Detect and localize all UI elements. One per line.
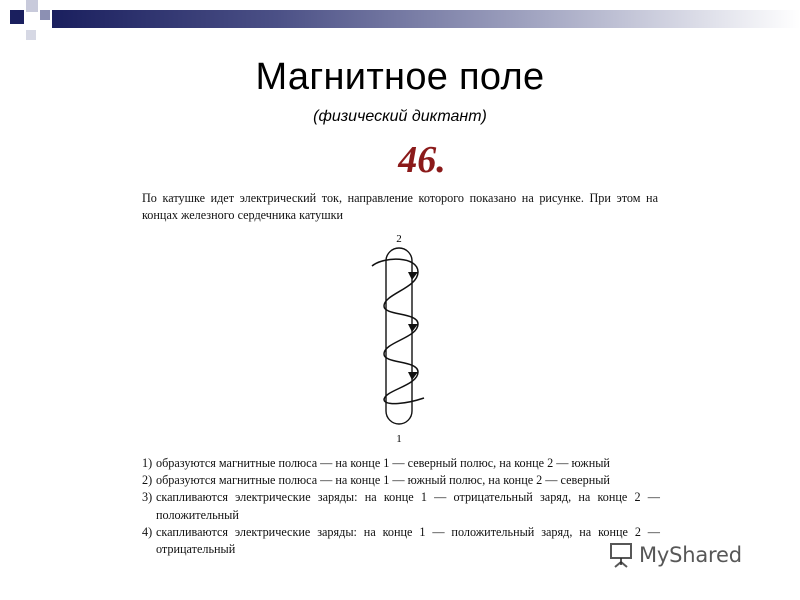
end-label-1: 1 bbox=[396, 433, 402, 445]
decor-square-light bbox=[26, 0, 38, 12]
slide-title: Магнитное поле bbox=[255, 56, 545, 98]
answer-option-1 bbox=[142, 455, 660, 472]
decor-square-dark bbox=[10, 10, 24, 24]
task-text: По катушке идет электрический ток, направление которого показано на рисунке. При этом на концах железного сердечника катушки bbox=[142, 191, 658, 222]
answer-text: скапливаются электрические заряды: на конце 1 — положительный заряд, на конце 2 — отрицательный bbox=[156, 524, 660, 557]
answer-text: скапливаются электрические заряды: на конце 1 — отрицательный заряд, на конце 2 — положительный bbox=[156, 490, 660, 522]
slide-subtitle: (физический диктант) bbox=[313, 108, 487, 125]
presentation-icon bbox=[608, 541, 634, 569]
answer-option-4 bbox=[142, 524, 660, 558]
answer-option-3 bbox=[142, 489, 660, 523]
title-bar-decoration bbox=[0, 0, 800, 40]
question-number: 46. bbox=[398, 139, 446, 181]
answer-text: образуются магнитные полюса — на конце 1 — северный полюс, на конце 2 — южный bbox=[156, 456, 610, 470]
decor-square-light-2 bbox=[26, 30, 36, 40]
watermark-text: MyShared bbox=[639, 543, 742, 567]
answer-number: 3) bbox=[142, 490, 153, 505]
end-label-2: 2 bbox=[396, 233, 402, 245]
answer-number: 4) bbox=[142, 524, 153, 539]
decor-square-mid bbox=[40, 10, 50, 20]
answer-number: 1) bbox=[142, 456, 153, 470]
answer-option-2 bbox=[142, 472, 660, 489]
decor-gradient-bar bbox=[52, 10, 800, 28]
coil-figure bbox=[340, 228, 460, 450]
watermark bbox=[608, 538, 768, 572]
answer-text: образуются магнитные полюса — на конце 1 — южный полюс, на конце 2 — северный bbox=[156, 473, 610, 488]
answer-number: 2) bbox=[142, 473, 153, 488]
answer-options bbox=[142, 455, 660, 558]
